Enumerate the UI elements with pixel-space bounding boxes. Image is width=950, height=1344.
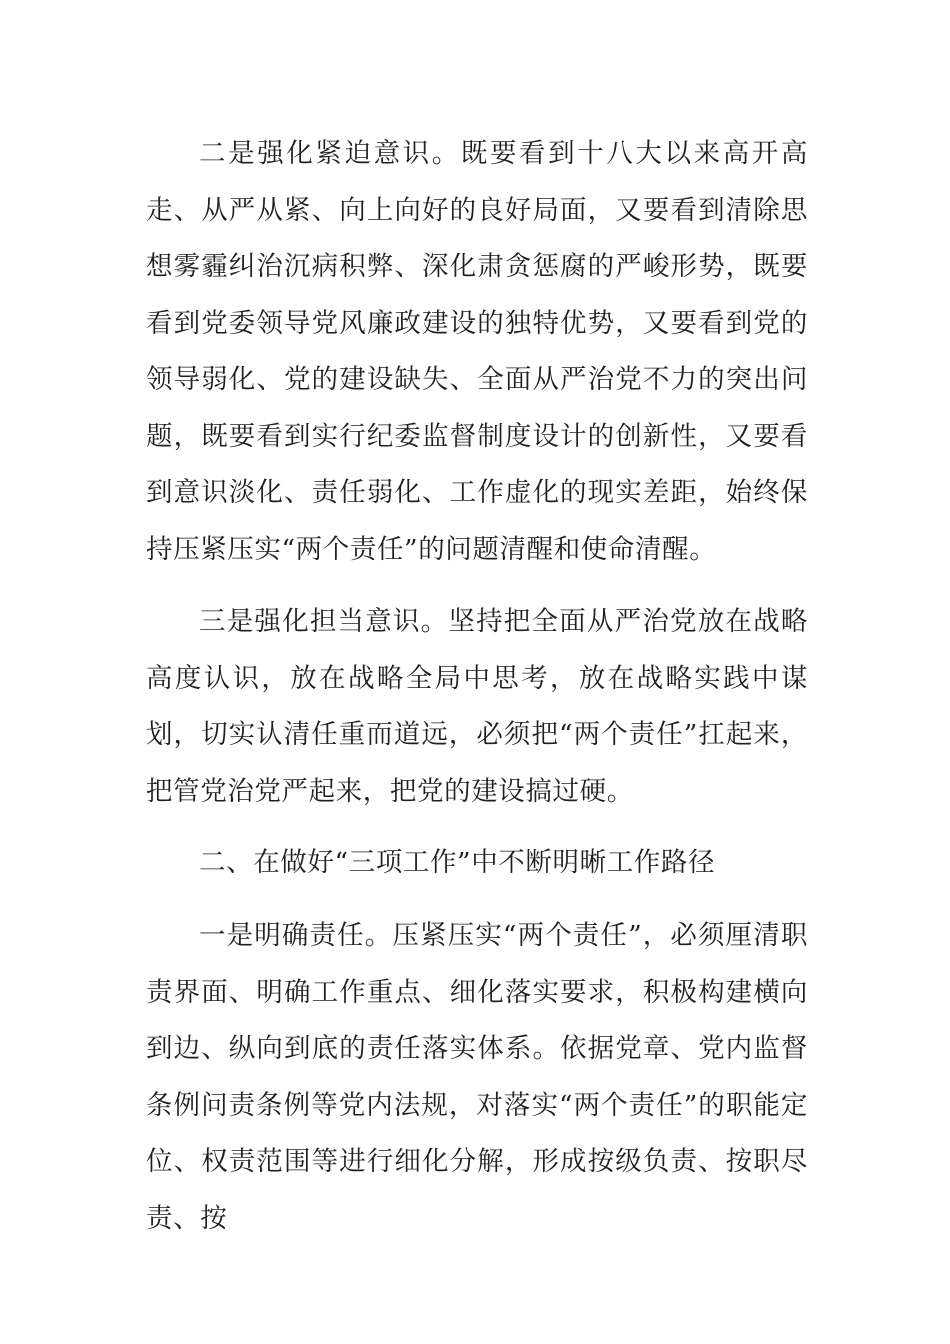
paragraph-responsibility-awareness: 三是强化担当意识。坚持把全面从严治党放在战略高度认识，放在战略全局中思考，放在战略实践中谋划，切实认清任重而道远，必须把“两个责任”扛起来，把管党治党严起来，把党的建设搞过硬。 bbox=[146, 606, 808, 807]
paragraph-urgency-awareness: 二是强化紧迫意识。既要看到十八大以来高开高走、从严从紧、向上向好的良好局面，又要看到清除思想雾霾纠治沉病积弊、深化肃贪惩腐的严峻形势，既要看到党委领导党风廉政建设的独特优势，又要看到党的领导弱化、党的建设缺失、全面从严治党不力的突出问题，既要看到实行纪委监督制度设计的创新性，又要看到意识淡化、责任弱化、工作虚化的现实差距，始终保持压紧压实“两个责任”的问题清醒和使命清醒。 bbox=[146, 138, 808, 565]
section-heading-three-tasks: 二、在做好“三项工作”中不断明晰工作路径 bbox=[199, 847, 716, 878]
paragraph-clarify-responsibility: 一是明确责任。压紧压实“两个责任”，必须厘清职责界面、明确工作重点、细化落实要求，积极构建横向到边、纵向到底的责任落实体系。依据党章、党内监督条例问责条例等党内法规，对落实“两个责任”的职能定位、权责范围等进行细化分解，形成按级负责、按职尽责、按 bbox=[146, 920, 808, 1234]
